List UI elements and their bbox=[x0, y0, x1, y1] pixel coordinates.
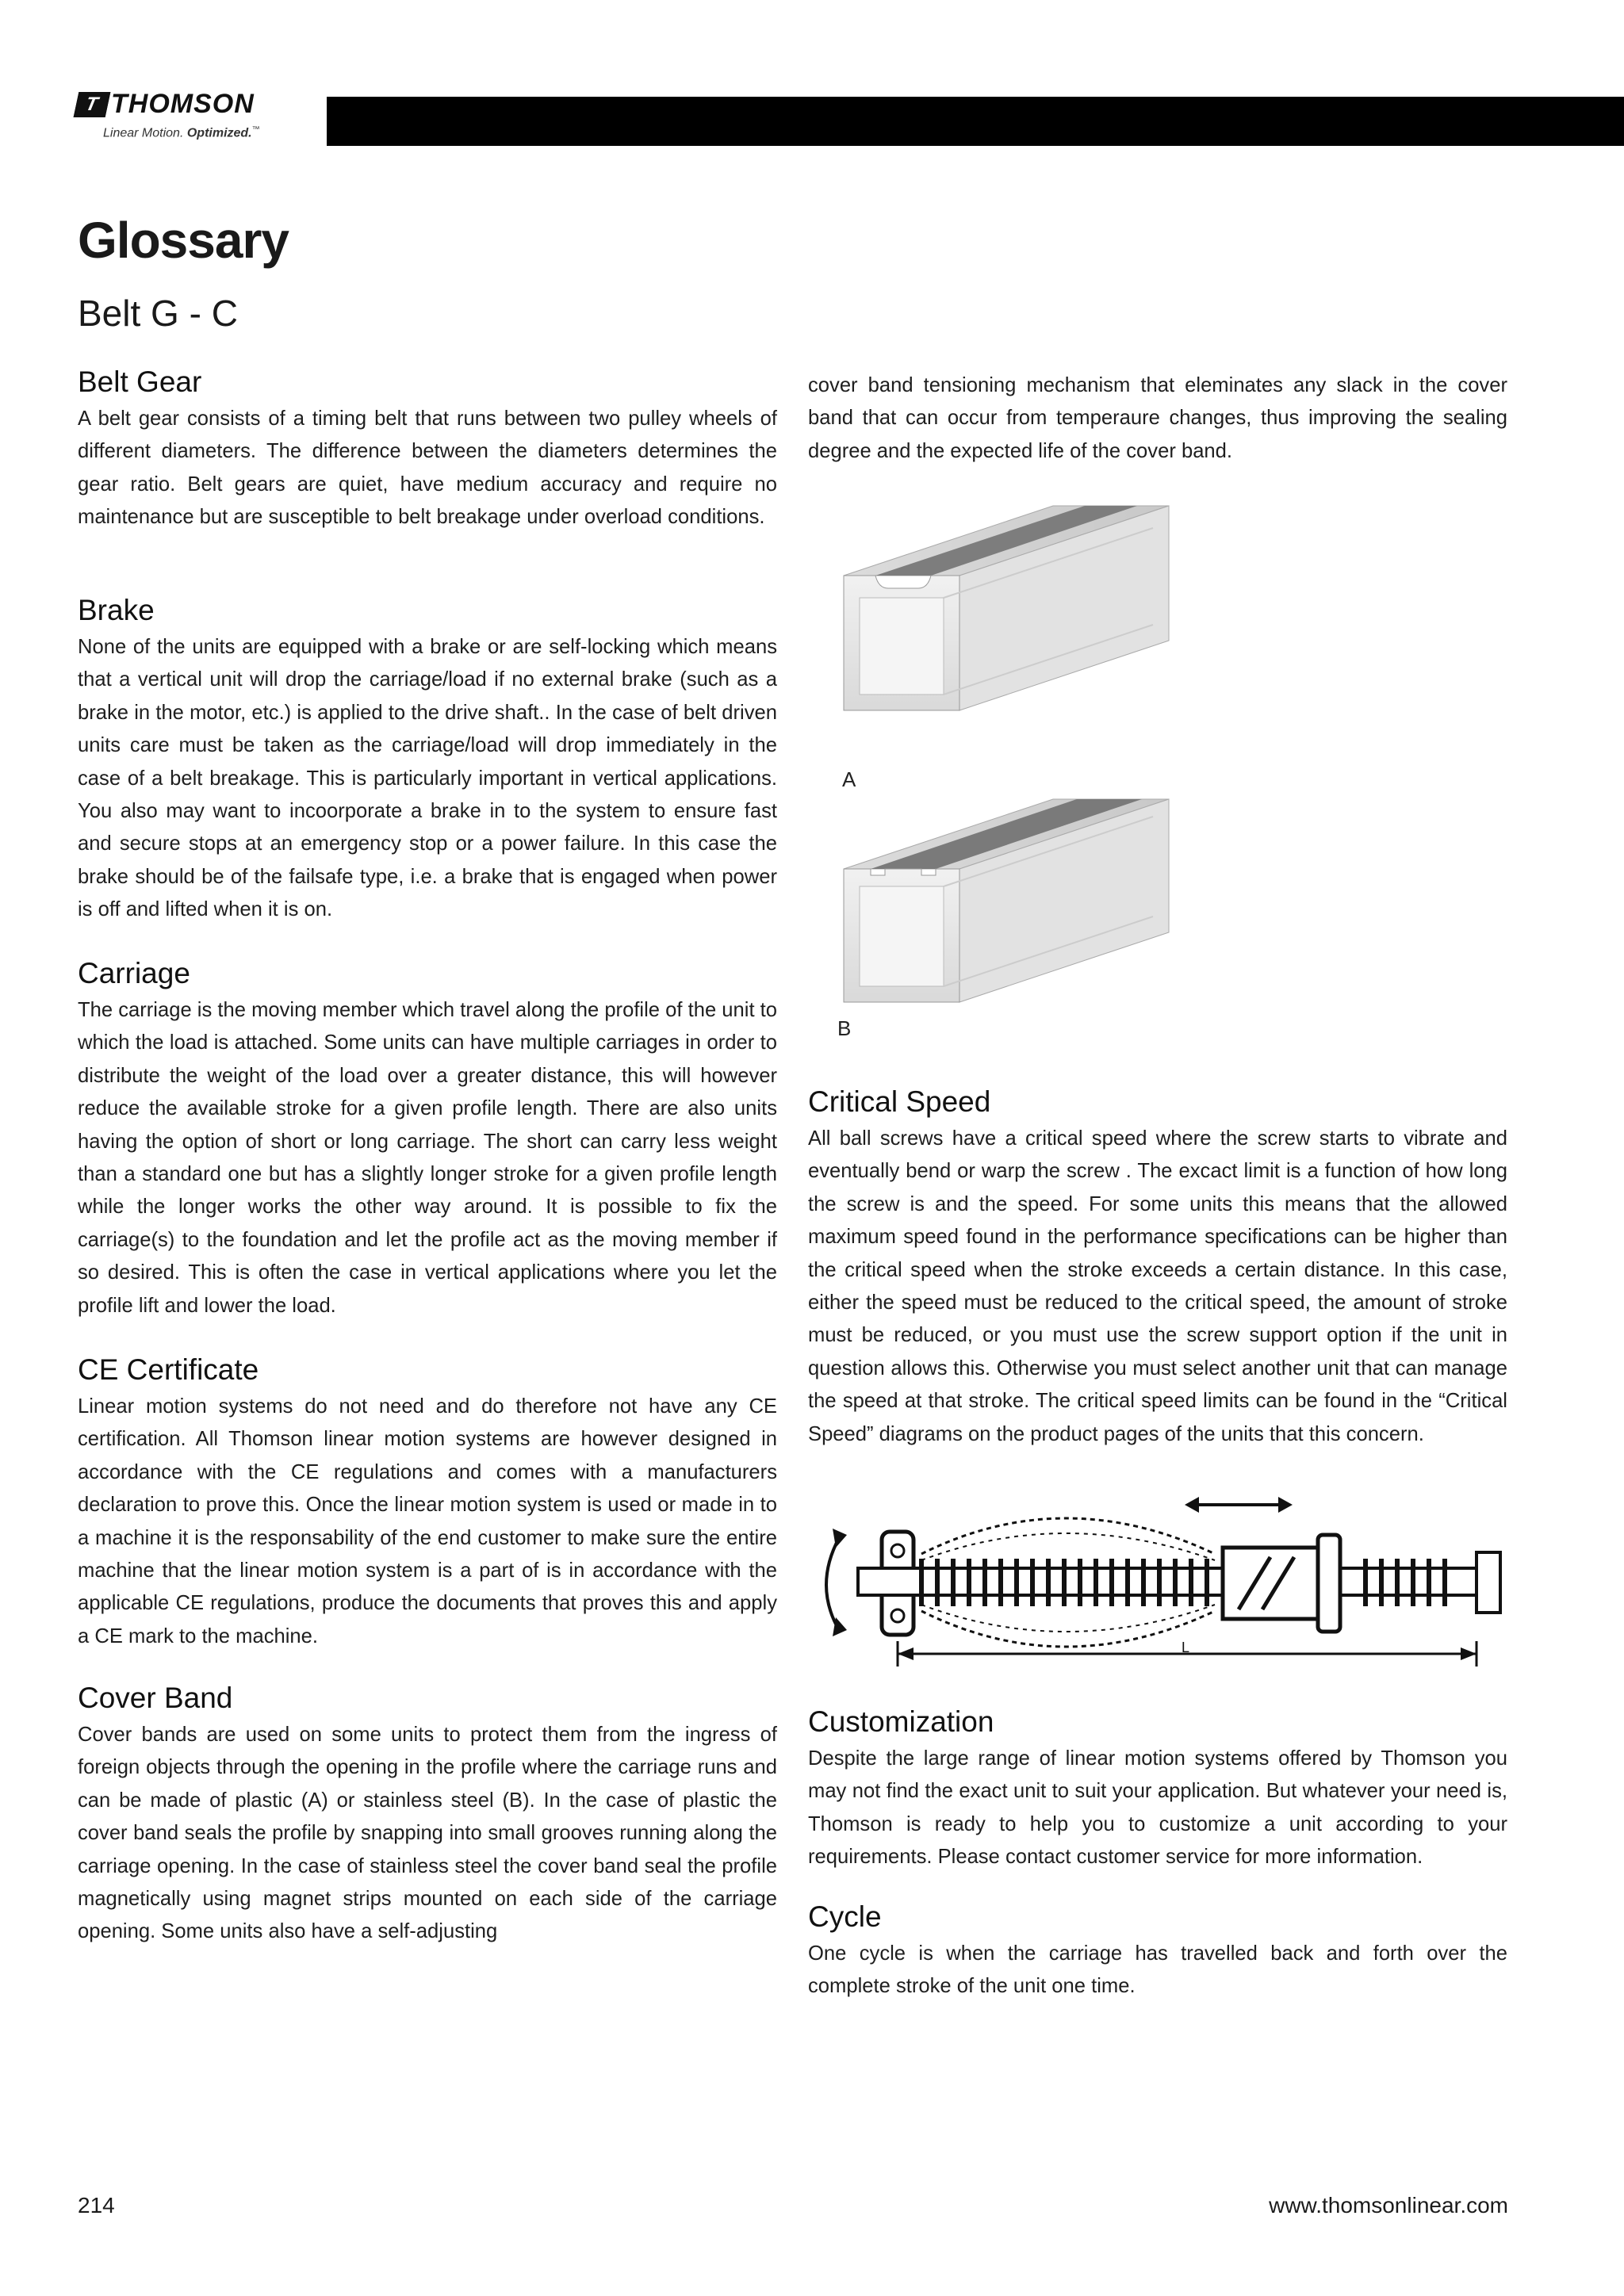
entry-customization bbox=[808, 1705, 1507, 1874]
entry-definition: A belt gear consists of a timing belt that runs between two pulley wheels of different diameters. The difference between the diameters determines the gear ratio. Belt gears are quiet, have medium accuracy and require no maintenance but are susceptible to belt breakage under overload conditions. bbox=[78, 408, 777, 529]
entry-brake bbox=[78, 593, 777, 927]
page-number: 214 bbox=[78, 2193, 115, 2218]
logo-wordmark bbox=[76, 89, 255, 120]
entry-definition-continued: cover band tensioning mechanism that eleminates any slack in the cover band that can occur from temperaure changes, thus improving the sealing degree and the expected life of the cover band. bbox=[808, 374, 1507, 462]
entry-ce-certificate bbox=[78, 1353, 777, 1653]
entry-term: Cycle bbox=[808, 1900, 882, 1933]
screw-length-label: L bbox=[1182, 1640, 1190, 1655]
entry-definition: Linear motion systems do not need and do therefore not have any CE certification. All Thomson linear motion systems are however designed in accordance with the CE regulations and comes with a manufacturers declaration to prove this. Once the linear motion system is used or made in to a machine it is the responsability of the end customer to make sure the entire machine that the linear motion system is a part of is in accordance with the applicable CE regulations, produce the documents that proves this and apply a CE mark to the machine. bbox=[78, 1395, 777, 1647]
figure-a-label: A bbox=[842, 767, 856, 791]
tagline-tm: ™ bbox=[251, 125, 260, 134]
figure-b-label: B bbox=[837, 1016, 852, 1040]
entry-term: Cover Band bbox=[78, 1682, 233, 1714]
entry-definition: Despite the large range of linear motion systems offered by Thomson you may not find the exact unit to suit your application. But whatever your need is, Thomson is ready to help you to customize a unit according to your requirements. Please contact customer service for more information. bbox=[808, 1747, 1507, 1869]
entry-term: Belt Gear bbox=[78, 365, 202, 398]
page-subtitle: Belt G - C bbox=[78, 293, 238, 334]
entry-definition: The carriage is the moving member which travel along the profile of the unit to which the load is attached. Some units can have multiple carriages in order to distribute the weight of the load over a greater distance, this will however reduce the available stroke for a given profile length. There are also units having the option of short or long carriage. The short can carry less weight than a standard one but has a slightly longer stroke for a given profile length while the longer works the other way around. It is possible to fix the carriage(s) to the foundation and let the profile act as the moving member if so desired. This is often the case in vertical applications where you let the profile lift and lower the load. bbox=[78, 999, 778, 1317]
thomson-logo bbox=[76, 89, 282, 152]
logo-tagline bbox=[103, 125, 260, 140]
entry-definition: None of the units are equipped with a brake or are self-locking which means that a vertical unit will drop the carriage/load if no external brake (such as a brake in the motor, etc.) is applied to the drive shaft.. In the case of belt driven units care must be taken as the carriage/load will drop immediately in the case of a belt breakage. This is particularly important in vertical applications. You also may want to incoorporate a brake in to the system to ensure fast and secure stops at an emergency stop or a power failure. In this case the brake should be of the failsafe type, i.e. a brake that is engaged when power is off and lifted when it is on. bbox=[78, 636, 777, 921]
entry-carriage bbox=[78, 956, 777, 1322]
tagline-bold: Optimized. bbox=[186, 126, 252, 140]
entry-critical-speed bbox=[808, 1085, 1507, 1451]
logo-text: THOMSON bbox=[111, 89, 255, 119]
entry-term: CE Certificate bbox=[78, 1353, 259, 1386]
page-title: Glossary bbox=[78, 212, 289, 269]
critical-speed-screw-figure bbox=[810, 1490, 1508, 1681]
header-bar bbox=[327, 97, 1624, 146]
entry-definition: One cycle is when the carriage has travelled back and forth over the complete stroke of the unit one time. bbox=[808, 1942, 1507, 1998]
entry-term: Critical Speed bbox=[808, 1085, 991, 1118]
logo-mark-icon: T bbox=[74, 92, 111, 117]
tagline-plain: Linear Motion. bbox=[103, 126, 184, 140]
entry-cover-band bbox=[78, 1681, 777, 1949]
entry-belt-gear bbox=[78, 365, 777, 534]
entry-cycle bbox=[808, 1900, 1507, 2003]
cover-band-profile-a-figure bbox=[833, 499, 1182, 737]
cover-band-profile-b-figure bbox=[833, 782, 1182, 1020]
cover-band-continuation bbox=[808, 369, 1507, 468]
entry-term: Brake bbox=[78, 594, 155, 626]
entry-term: Customization bbox=[808, 1705, 994, 1738]
entry-definition: All ball screws have a critical speed where the screw starts to vibrate and eventually bend or warp the screw . The excact limit is a function of how long the screw is and the speed. For some units this means that the allowed maximum speed found in the performance specifications can be higher than the critical speed when the stroke exceeds a certain distance. In this case, either the speed must be reduced to the critical speed, the amount of stroke must be reduced, or you must use the screw support option if the unit in question allows this. Otherwise you must select another unit that can manage the speed at that stroke. The critical speed limits can be found in the “Critical Speed” diagrams on the product pages of the units that this concern. bbox=[808, 1127, 1507, 1445]
entry-term: Carriage bbox=[78, 957, 190, 989]
entry-definition: Cover bands are used on some units to protect them from the ingress of foreign objects through the opening in the profile where the carriage runs and can be made of plastic (A) or stainless steel (B). In the case of plastic the cover band seals the profile by snapping into small grooves running along the carriage opening. In the case of stainless steel the cover band seal the profile magnetically using magnet strips mounted on each side of the carriage opening. Some units also have a self-adjusting bbox=[78, 1724, 777, 1943]
website-url: www.thomsonlinear.com bbox=[1269, 2193, 1508, 2218]
